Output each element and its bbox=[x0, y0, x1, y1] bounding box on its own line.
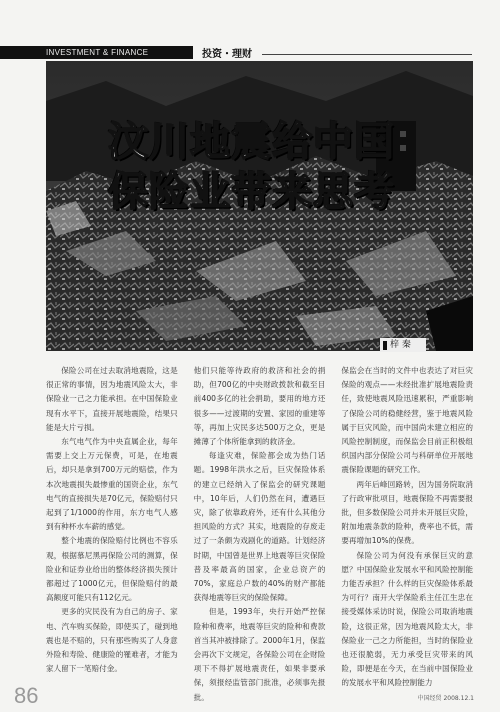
article-paragraph: 两年后峰回路转，因为国务院取消了行政审批项目，地震保险不再需要报批，但多数保险公司并未开展巨灾险，附加地震条款的险种，费率也不低，需要再增加10%的保费。 bbox=[341, 479, 474, 546]
publication-info: 中国经贸 2008.12.1 bbox=[417, 695, 474, 702]
article-paragraph: 保监会在当时的文件中也表达了对巨灾保险的观点——未经批准扩展地震险责任，致使地震风险迅速累积，严重影响了保险公司的稳健经营，鉴于地震风险属于巨灾风险，而中国尚未建立相应的风险控制制度，而保监会目前正积极组织国内部分保险公司与科研单位开展地震保险课题的研究工作。 bbox=[341, 366, 474, 475]
article-paragraph: 每逢灾难，保险都会成为热门话题。1998年洪水之后，巨灾保险体系的建立已经纳入了保监会的研究课题中，10年后，人们仍然在问，遭遇巨灾，除了依靠政府外，还有什么其他分担风险的方式？其实，地震险的存废走过了一条颇为戏剧化的道路。计划经济时期，中国曾是世界上地震等巨灾保险普及率最高的国家，企业总资产的70%，家庭总户数的40%的财产都能获得地震等巨灾的保险保障。 bbox=[193, 451, 326, 603]
article-paragraph: 他们只能等待政府的救济和社会的捐助，但700亿的中央财政拨款和截至目前400多亿的社会捐助，要用的地方还很多——过渡期的安置、家园的重建等等，再加上灾民多达500万之众，更是摊薄了个体所能拿到的救济金。 bbox=[193, 366, 326, 447]
author-name: 梓 秦 bbox=[390, 340, 411, 350]
article-title bbox=[108, 117, 478, 217]
byline-marker bbox=[383, 341, 387, 350]
article-title-line-1: 汶川地震给中国 bbox=[108, 119, 395, 165]
article-column-2 bbox=[193, 364, 326, 702]
section-band-english: INVESTMENT & FINANCE bbox=[0, 46, 193, 59]
section-title-chinese: 投资・理财 bbox=[202, 49, 252, 60]
header-rule bbox=[262, 54, 472, 55]
article-paragraph: 更多的灾民没有为自己的房子、家电、汽车购买保险，即使买了，碰到地震也是不赔的，只有那些购买了人身意外险和寿险、健康险的罹难者，才能为家人留下一笔赔付金。 bbox=[46, 607, 178, 674]
article-paragraph: 整个地震的保险赔付比例也不容乐观，根据慕尼黑再保险公司的测算，保险业和证券业给出的整体经济损失预计都超过了1000亿元，但保险赔付的最高额度可能只有112亿元。 bbox=[46, 536, 178, 603]
article-paragraph: 但是，1993年，央行开始严控保险种和费率，地震等巨灾的险种和费款首当其冲被排除了。2000年1月，保监会再次下文规定，各保险公司在企财险项下不得扩展地震责任，如果非要承保，须报经监管部门批准，必须事先报批。 bbox=[193, 607, 326, 702]
article-paragraph: 东气电气作为中央直属企业，每年需要上交上万元保费，可是，在地震后，却只是拿到700万元的赔偿，作为本次地震损失最惨重的国资企业，东气电气的直接损失是70亿元，保险赔付只起到了1/1000的作用，东方电气人感到有种杯水车薪的感觉。 bbox=[46, 437, 178, 532]
page-number: 86 bbox=[14, 683, 39, 708]
article-title-line-2: 保险业带来思考 bbox=[108, 169, 395, 215]
article-column-1 bbox=[46, 364, 178, 684]
article-column-3 bbox=[341, 364, 474, 688]
article-paragraph: 保险公司为何没有承保巨灾的意愿？中国保险业发展水平和风险控制能力能否承担？什么样的巨灾保险体系最为可行？南开大学保险系主任江生忠在接受媒体采访时说，保险公司取消地震险，这很正常，因为地震风险太大，非保险业一己之力所能担，当时的保险业也还很脆弱，无力承受巨灾带来的风险，即便是在今天，在当前中国保险业的发展水平和风险控制能力 bbox=[341, 550, 474, 688]
author-byline bbox=[380, 338, 426, 352]
article-paragraph: 保险公司在过去取消地震险，这是很正常的事情，因为地震风险太大，非保险业一己之力能承担。在中国保险业现有水平下，直接开展地震险，结果只能是大片亏损。 bbox=[46, 366, 178, 432]
hero-photo bbox=[46, 61, 473, 351]
